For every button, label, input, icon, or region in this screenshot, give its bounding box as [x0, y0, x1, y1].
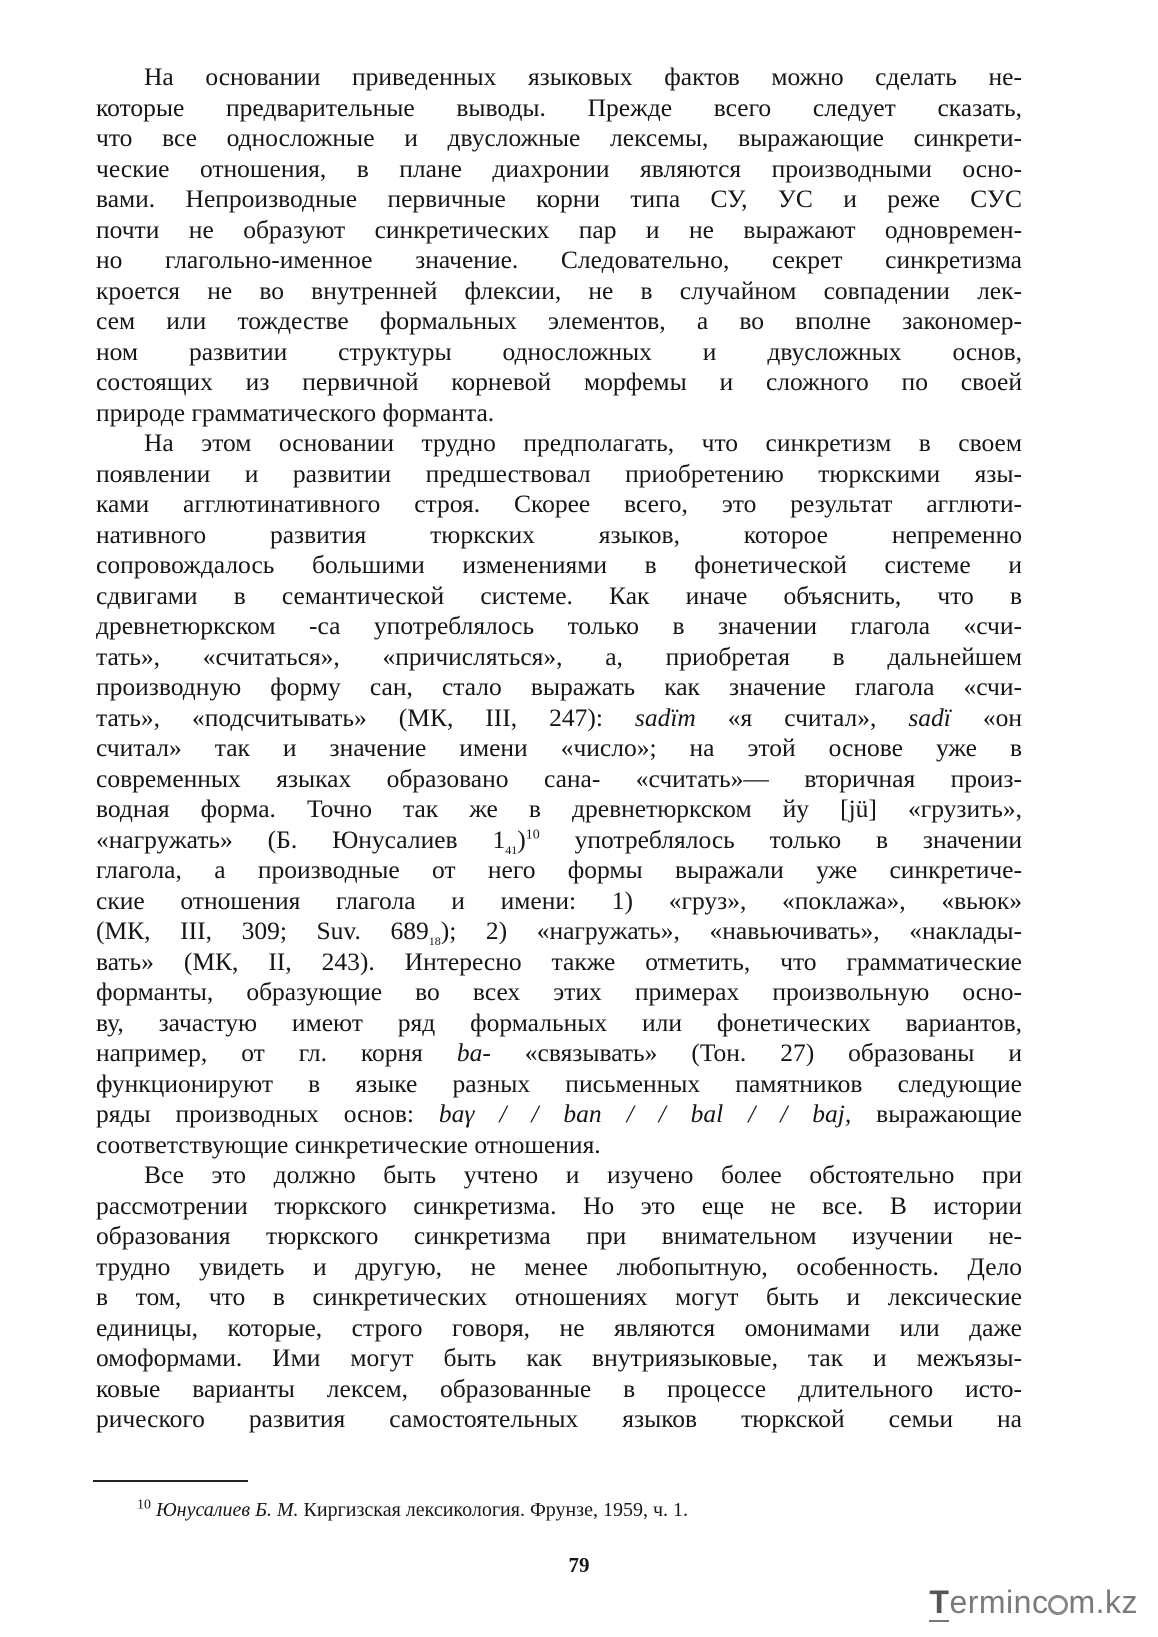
text-line: глагола, а производные от него формы выражали уже синкретиче- — [96, 855, 1022, 884]
text-line: водная форма. Точно так же в древнетюркском йу [jü] «грузить», — [96, 794, 1022, 823]
text-line: На этом основании трудно предполагать, что синкретизм в своем — [144, 428, 1022, 457]
text-line: тать», «считаться», «причисляться», а, приобретая в дальнейшем — [96, 641, 1022, 671]
text-line: единицы, которые, строго говоря, не являются омонимами или даже — [96, 1312, 1022, 1342]
text-line: но глагольно-именное значение. Следовательно, секрет синкретизма — [96, 245, 1022, 274]
page-body — [96, 62, 1022, 1435]
text-line: функционируют в языке разных письменных памятников следующие — [96, 1068, 1022, 1098]
text-line: в том, что в синкретических отношениях могут быть и лексические — [96, 1282, 1022, 1311]
footnote — [137, 1497, 688, 1523]
text-line: тать», «подсчитывать» (МК, III, 247): sadïm «я считал», sadï «он — [96, 702, 1022, 732]
text-line: вами. Непроизводные первичные корни типа СУ, УС и реже СУС — [96, 184, 1022, 213]
footnote-number: 10 — [137, 1497, 151, 1513]
text-line: ские отношения глагола и имени: 1) «груз», «поклажа», «вьюк» — [96, 885, 1022, 915]
text-line: нативного развития тюркских языков, которое непременно — [96, 519, 1022, 549]
paragraph-1 — [96, 62, 1022, 428]
text-line: сем или тождестве формальных элементов, а во вполне закономер- — [96, 306, 1022, 335]
text-line: сопровождалось большими изменениями в фонетической системе и — [96, 550, 1022, 579]
paragraph-2 — [96, 428, 1022, 1160]
text-line: форманты, образующие во всех этих примерах произвольную осно- — [96, 977, 1022, 1006]
text-line: трудно увидеть и другую, не менее любопытную, особенность. Дело — [96, 1251, 1022, 1281]
text-line: (МК, III, 309; Suv. $689_{18}$); 2) «нагружать», «навьючивать», «наклады- — [96, 916, 1023, 949]
text-line: современных языках образовано сана- «считать»— вторичная произ- — [96, 763, 1022, 793]
text-line: На основании приведенных языковых фактов можно сделать не- — [144, 62, 1022, 91]
text-line: рассмотрении тюркского синкретизма. Но это еще не все. В истории — [96, 1190, 1022, 1220]
text-line: считал» так и значение имени «число»; на этой основе уже в — [96, 733, 1022, 762]
text-line: рического развития самостоятельных языков тюркской семьи на — [96, 1404, 1022, 1433]
text-line: например, от гл. корня ba- «связывать» (Тон. 27) образованы и — [96, 1038, 1023, 1067]
text-line: природе грамматического форманта. — [96, 397, 495, 427]
text-line: соответствующие синкретические отношения. — [96, 1129, 601, 1159]
text-line: кроется не во внутренней флексии, не в случайном совпадении лек- — [96, 275, 1022, 305]
footnote-divider — [93, 1480, 248, 1482]
text-line: ками агглютинативного строя. Скорее всего, это результат агглюти- — [96, 489, 1022, 518]
text-line: производную форму сан, стало выражать как значение глагола «счи- — [96, 672, 1022, 701]
page-number: 79 — [568, 1553, 590, 1577]
footnote-text: Киргизская лексикология. Фрунзе, 1959, ч. 1. — [298, 1499, 689, 1521]
watermark-logo: Terminc m.kz — [929, 1584, 1138, 1620]
text-line: почти не образуют синкретических пар и не выражают одновремен- — [96, 214, 1022, 244]
text-line: которые предварительные выводы. Прежде всего следует сказать, — [96, 92, 1022, 122]
paragraph-3 — [96, 1160, 1022, 1435]
ring-icon — [1048, 1595, 1068, 1615]
text-line: ряды производных основ: baγ / / ban / / bal / / baj, выражающие — [96, 1099, 1023, 1128]
text-line: образования тюркского синкретизма при внимательном изучении не- — [96, 1221, 1022, 1250]
text-line: вать» (МК, II, 243). Интересно также отметить, что грамматические — [96, 946, 1022, 976]
text-line: «нагружать» (Б. Юнусалиев $1_{41})^{10}$ употреблялось только в значении — [96, 824, 1022, 857]
text-line: ческие отношения, в плане диахронии являются производными осно- — [96, 153, 1022, 183]
text-line: омоформами. Ими могут быть как внутриязыковые, так и межъязы- — [96, 1343, 1022, 1372]
text-line: ковые варианты лексем, образованные в процессе длительного исто- — [96, 1373, 1022, 1403]
text-line: что все односложные и двусложные лексемы, выражающие синкрети- — [96, 123, 1022, 152]
text-line: ву, зачастую имеют ряд формальных или фонетических вариантов, — [96, 1007, 1022, 1037]
text-line: состоящих из первичной корневой морфемы и сложного по своей — [96, 367, 1022, 396]
text-line: Все это должно быть учтено и изучено более обстоятельно при — [144, 1160, 1022, 1189]
footnote-author: Юнусалиев Б. М. — [156, 1499, 299, 1521]
footnote-ref: 10 — [525, 827, 540, 842]
text-line: древнетюркском -са употреблялось только в значении глагола «счи- — [96, 611, 1022, 640]
text-line: сдвигами в семантической системе. Как иначе объяснить, что в — [96, 580, 1022, 610]
text-line: ном развитии структуры односложных и двусложных основ, — [96, 336, 1022, 366]
text-line: появлении и развитии предшествовал приобретению тюркскими язы- — [96, 458, 1022, 488]
